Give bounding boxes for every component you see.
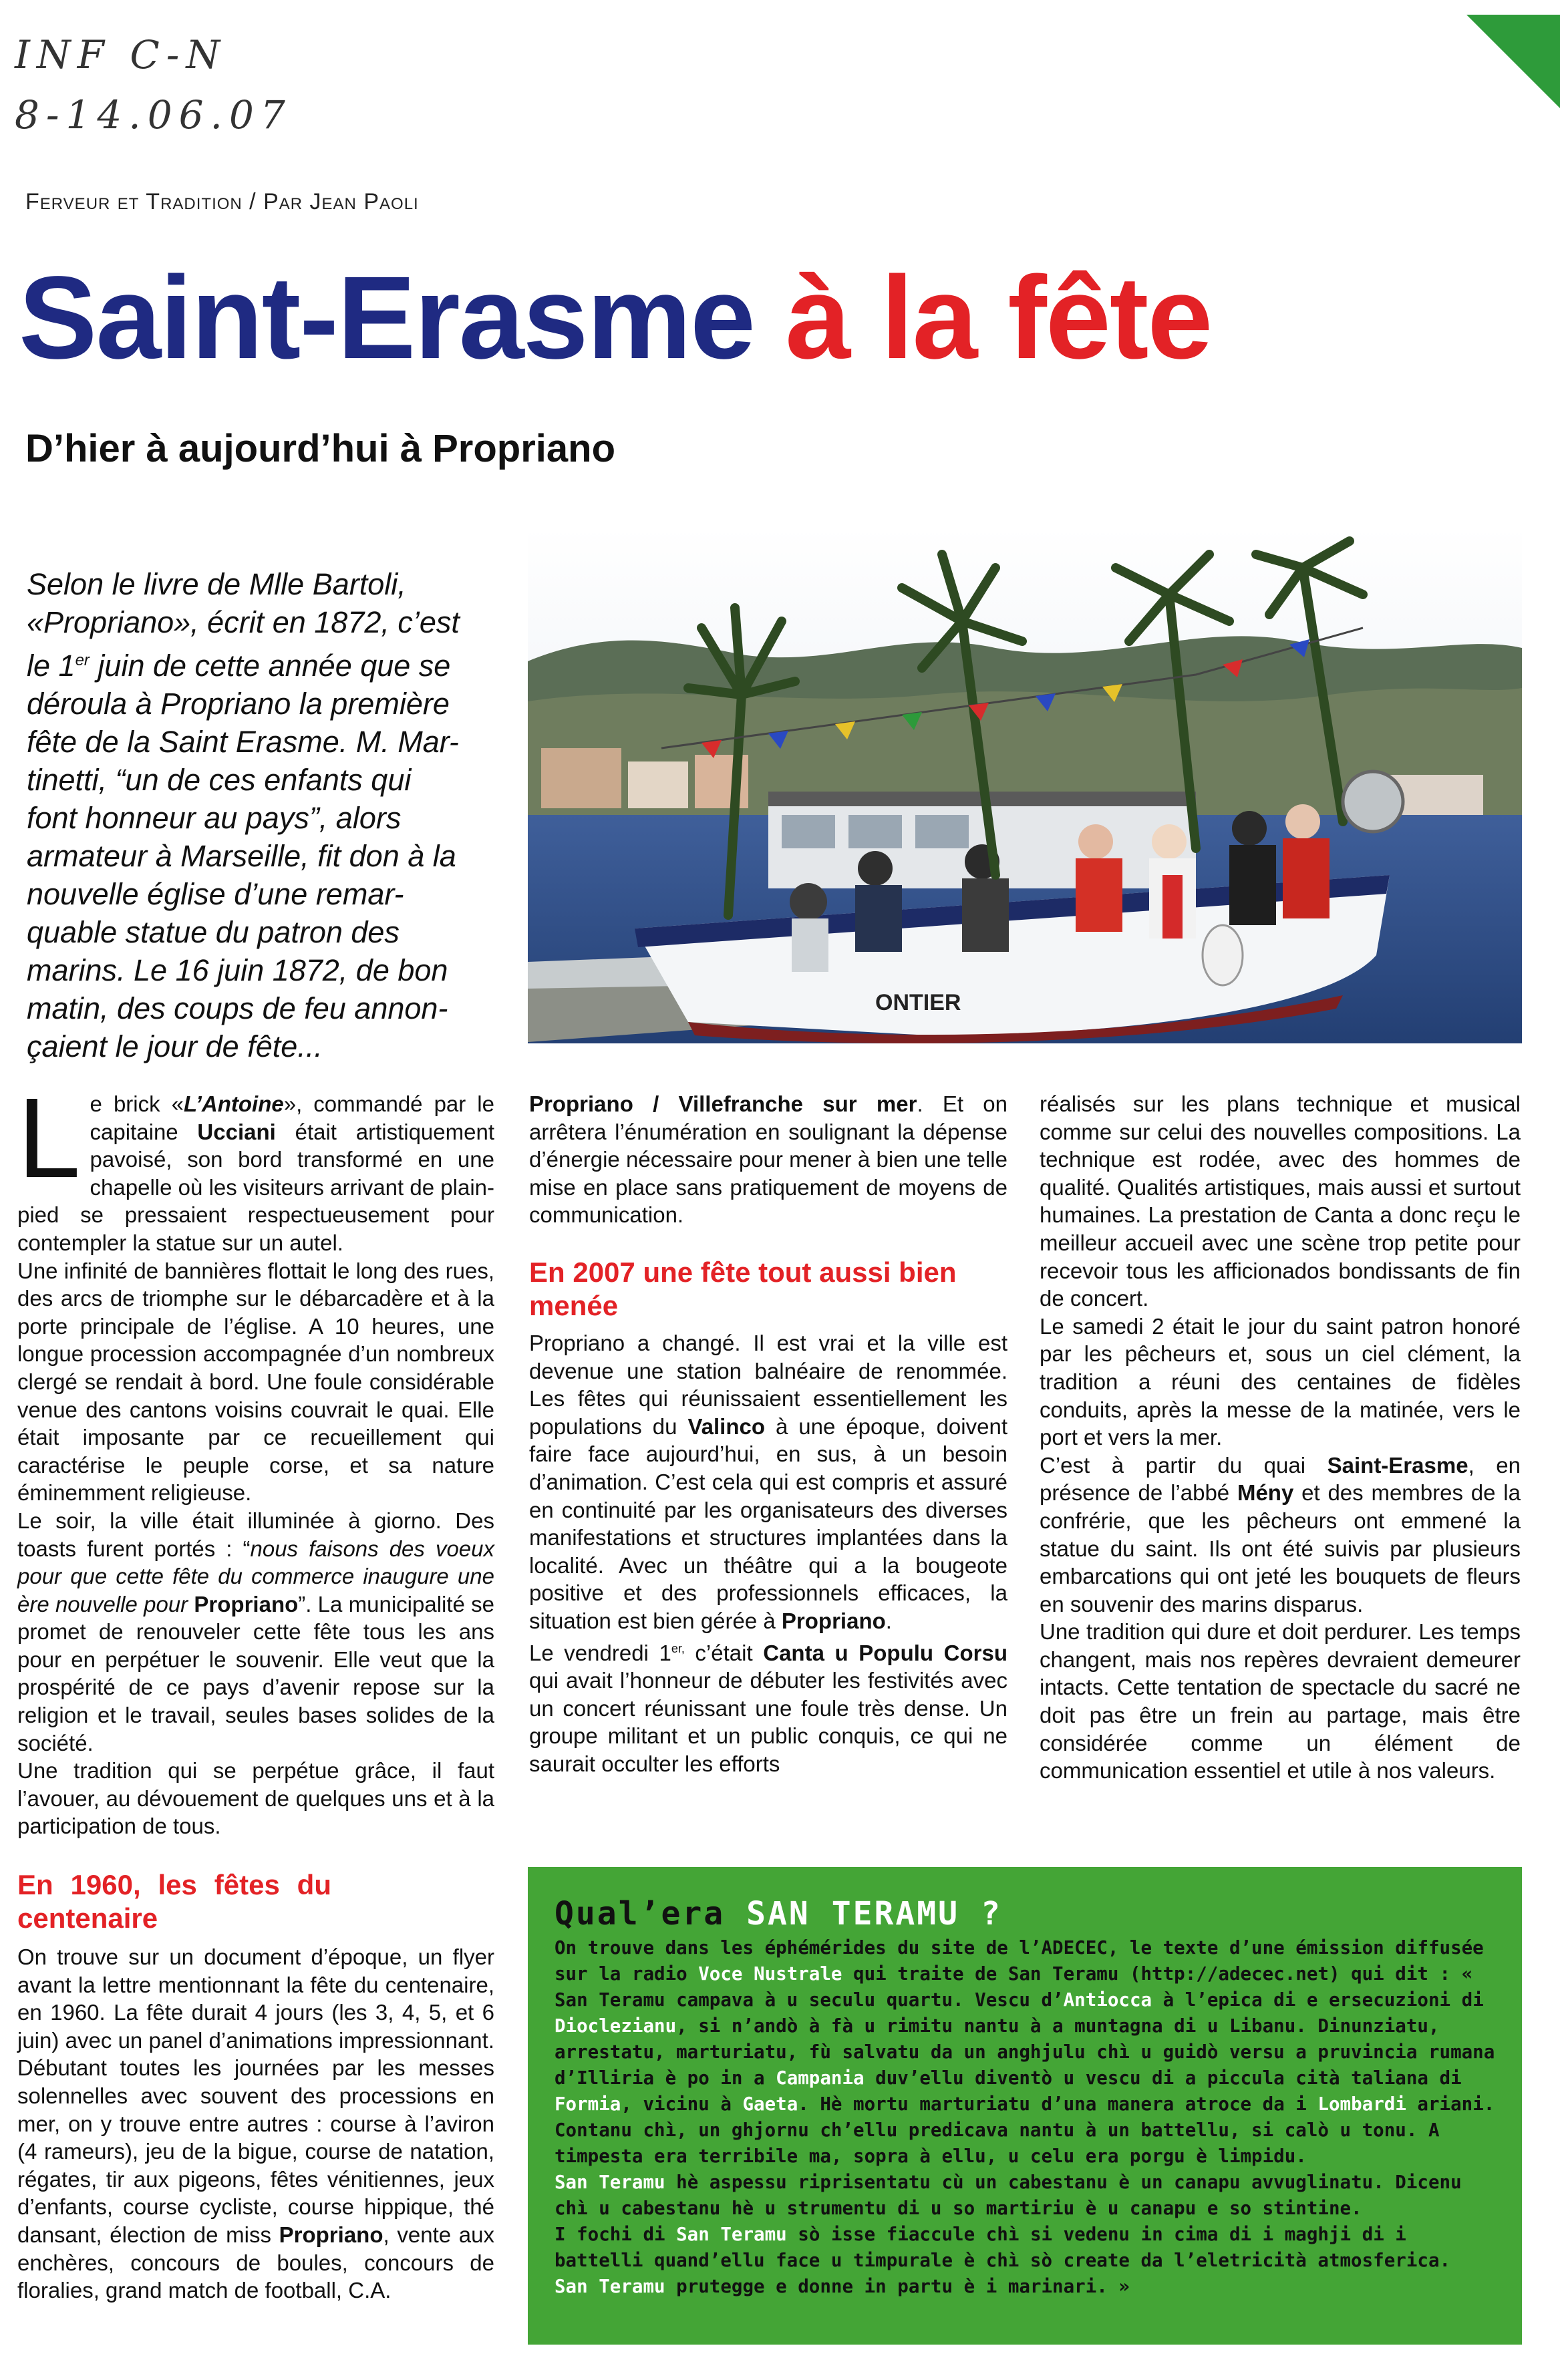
boat-name: ONTIER [875, 990, 961, 1015]
san-teramu-sidebar-box [528, 1867, 1522, 2345]
article-column-1: Le brick «L’Antoine», commandé par le capitaine Ucciani était artistiquement pavoisé, son bord transformé en une chapelle où les visiteurs arrivant de plain-pied se pressaient respectueusement pour contempler la statue sur un autel. Une infinité de bannières flottait le long des rues, des arcs de triomphe sur le débarcadère et à la porte principale de l’église. A 10 heures, une longue procession accompagnée d’un nombreux clergé se rendait à bord. Une foule considérable venue des cantons voisins couvrait le quai. Elle était imposante par ce recueillement qui caractérise le peuple corse, et sa nature éminemment religieuse. Le soir, la ville était illuminée à giorno. Des toasts furent portés : “nous faisons des voeux pour que cette fête du commerce inaugure une ère nouvelle pour Propriano”. La municipalité se promet de renouveler cette fête tous les ans pour en perpétuer le souvenir. Elle veut que la prospérité de ce pays d’avenir repose sur la religion et le travail, seules bases solides de la société. Une tradition qui se perpétue grâce, il faut l’avouer, au dévouement de quelques uns et à la participation de tous. En 1960, les fêtes du centenaire On trouve sur un document d’époque, un flyer avant la lettre mentionnant la fête du centenaire, en 1960. La fête durait 4 jours (les 3, 4, 5, et 6 juin) avec un panel d’animations impressionnant. Débutant toutes les journées par les messes solennelles avec souvent des processions en mer, on y trouve entre autres : course à l’aviron (4 rameurs), jeu de la bigue, course de natation, régates, tir aux pigeons, fêtes vénitiennes, jeux d’enfants, course cycliste, course hippique, thé dansant, élection de miss Propriano, vente aux enchères, concours de boules, concours de floralies, grand match de football, C.A. [17, 1090, 494, 2305]
intro-line: le 1er juin de cette année que se [27, 649, 451, 683]
subtitle: D’hier à aujourd’hui à Propriano [25, 427, 615, 470]
handwritten-note-line2: 8-14.06.07 [15, 92, 292, 138]
box-title: Qual’era SAN TERAMU ? [555, 1895, 1002, 1932]
intro-line: quable statue du patron des [27, 915, 400, 949]
intro-line: nouvelle église d’une remar- [27, 877, 404, 911]
paragraph: Une tradition qui dure et doit perdurer. Les temps changent, mais nos repères devraient demeurer intacts. Cette tentation de spectacle du sacré ne doit pas être un frein au partage, mais être considérée comme un élément de communication essentiel et utile à nos valeurs. [1040, 1619, 1521, 1783]
title-part1: Saint-Erasme [19, 252, 754, 383]
paragraph: Une tradition qui se perpétue grâce, il faut l’avouer, au dévouement de quelques uns et à la participation de tous. [17, 1758, 494, 1839]
boat-procession-photo [528, 528, 1522, 1043]
paragraph: Propriano / Villefranche sur mer. Et on arrêtera l’énumération en soulignant la dépense d’énergie nécessaire pour mener à bien une telle mise en place sans pratiquement de moyens de communication. [529, 1091, 1008, 1228]
paragraph: Une infinité de bannières flottait le long des rues, des arcs de triomphe sur le débarcadère et à la porte principale de l’église. A 10 heures, une longue procession accompagnée d’un nombreux clergé se rendait à bord. Une foule considérable venue des cantons voisins couvrait le quai. Elle était imposante par ce recueillement qui caractérise le peuple corse, et sa nature éminemment religieuse. [17, 1258, 494, 1506]
paragraph: réalisés sur les plans technique et musical comme sur celui des nouvelles compositions. La technique est rodée, avec des hommes de qualité. Qualités artistiques, mais aussi et surtout humaines. La prestation de Canta a donc reçu le meilleur accueil avec une scène trop petite pour recevoir tous les afficionados bondissants de fin de concert. [1040, 1091, 1521, 1311]
intro-line: «Propriano», écrit en 1872, c’est [27, 605, 460, 639]
title-part2: à la fête [785, 252, 1212, 383]
paragraph: Le samedi 2 était le jour du saint patron honoré par les pêcheurs et, sous un ciel clément, la tradition a réuni des centaines de fidèles conduits, après la messe de la matinée, vers le port et vers la mer. [1040, 1313, 1521, 1450]
section-heading-1960: En 1960, les fêtes du centenaire [17, 1869, 331, 1934]
intro-line: tinetti, “un de ces enfants qui [27, 763, 412, 797]
intro-line: déroula à Propriano la première [27, 687, 450, 721]
kicker-byline: Ferveur et Tradition / Par Jean Paoli [25, 189, 419, 214]
article-column-3 [1040, 1090, 1521, 1785]
paragraph: Le soir, la ville était illuminée à giorno. Des toasts furent portés : “nous faisons des voeux pour que cette fête du commerce inaugure une ère nouvelle pour Propriano”. La municipalité se promet de renouveler cette fête tous les ans pour en perpétuer le souvenir. Elle veut que la prospérité de ce pays d’avenir repose sur la religion et le travail, seules bases solides de la société. [17, 1508, 494, 1755]
intro-line: çaient le jour de fête... [27, 1029, 323, 1063]
dropcap: L [17, 1075, 81, 1202]
paragraph: On trouve sur un document d’époque, un flyer avant la lettre mentionnant la fête du centenaire, en 1960. La fête durait 4 jours (les 3, 4, 5, et 6 juin) avec un panel d’animations impressionnant. Débutant toutes les journées par les messes solennelles avec souvent des processions en mer, on y trouve entre autres : course à l’aviron (4 rameurs), jeu de la bigue, course de natation, régates, tir aux pigeons, fêtes vénitiennes, jeux d’enfants, course cycliste, course hippique, thé dansant, élection de miss Propriano, vente aux enchères, concours de boules, concours de floralies, grand match de football, C.A. [17, 1944, 494, 2303]
handwritten-note-line1: INF C-N [15, 32, 227, 77]
paragraph: Le vendredi $1^{er,}$ c’était Canta u Populu Corsu qui avait l’honneur de débuter les festivités avec un concert réunissant une foule très dense. Un groupe militant et un public conquis, ce qui ne saurait occulter les efforts [529, 1640, 1007, 1776]
intro-line: matin, des coups de feu annon- [27, 991, 448, 1025]
intro-line: font honneur au pays”, alors [27, 801, 402, 835]
intro-line: marins. Le 16 juin 1872, de bon [27, 953, 448, 987]
intro-line: armateur à Marseille, fit don à la [27, 839, 456, 873]
intro-paragraph [27, 565, 508, 1065]
article-column-2 [529, 1090, 1007, 1777]
corner-triangle [1466, 15, 1560, 108]
page-title [19, 252, 1212, 383]
section-heading-2007: En 2007 une fête tout aussi bien menée [529, 1256, 957, 1321]
intro-line: Selon le livre de Mlle Bartoli, [27, 567, 406, 601]
paragraph: C’est à partir du quai Saint-Erasme, en présence de l’abbé Mény et des membres de la confrérie, que les pêcheurs ont emmené la statue du saint. Ils ont été suivis par plusieurs embarcations qui ont jeté les bouquets de fleurs en souvenir des marins disparus. [1040, 1452, 1521, 1617]
paragraph: Propriano a changé. Il est vrai et la ville est devenue une station balnéaire de renommée. Les fêtes qui réunissaient essentiellement les populations du Valinco à une époque, doivent faire face aujourd’hui, en sus, à un besoin d’animation. C’est cela qui est compris et assuré en continuité par les organisateurs des diverses manifestations et structures implantées dans la localité. Avec un théâtre qui a la bougeote positive et des professionnels efficaces, la situation est bien gérée à Propriano. [529, 1330, 1007, 1633]
intro-line: fête de la Saint Erasme. M. Mar- [27, 725, 459, 759]
box-text: On trouve dans les éphémérides du site de l’ADECEC, le texte d’une émission diffusée sur la radio Voce Nustrale qui traite de San Teramu (http://adecec.net) qui dit : « San Teramu campava à u seculu quartu. Vescu d’Antiocca à l’epica di e ersecuzioni di Dioclezianu, si n’andò à fà u rimitu nantu à a muntagna di u Libanu. Dinunziatu, arrestatu, marturiatu, fù salvatu da un anghjulu chì u guidò versu a pruvincia rumana d’Illiria è po in a Campania duv’ellu diventò u vescu di a piccula cità taliana di Formia, vicinu à Gaeta. Hè mortu marturiatu d’una manera atroce da i Lombardi ariani. Contanu chì, un ghjornu ch’ellu predicava nantu à un battellu, si calò u tonu. A timpesta era terribile ma, sopra à ellu, u celu era porgu è limpidu. San Teramu hè aspessu riprisentatu cù un cabestanu è un canapu avvuglinatu. Dicenu chì u cabestanu hè u strumentu di u so martiriu è u canapu e so stintine. I fochi di San Teramu sò isse fiaccule chì si vedenu in cima di i maghji di i battelli quand’ellu face u timpurale è chì sò create da l’eletricità atmosferica. San Teramu prutegge e donne in partu è i marinari. » [555, 1937, 1495, 2297]
